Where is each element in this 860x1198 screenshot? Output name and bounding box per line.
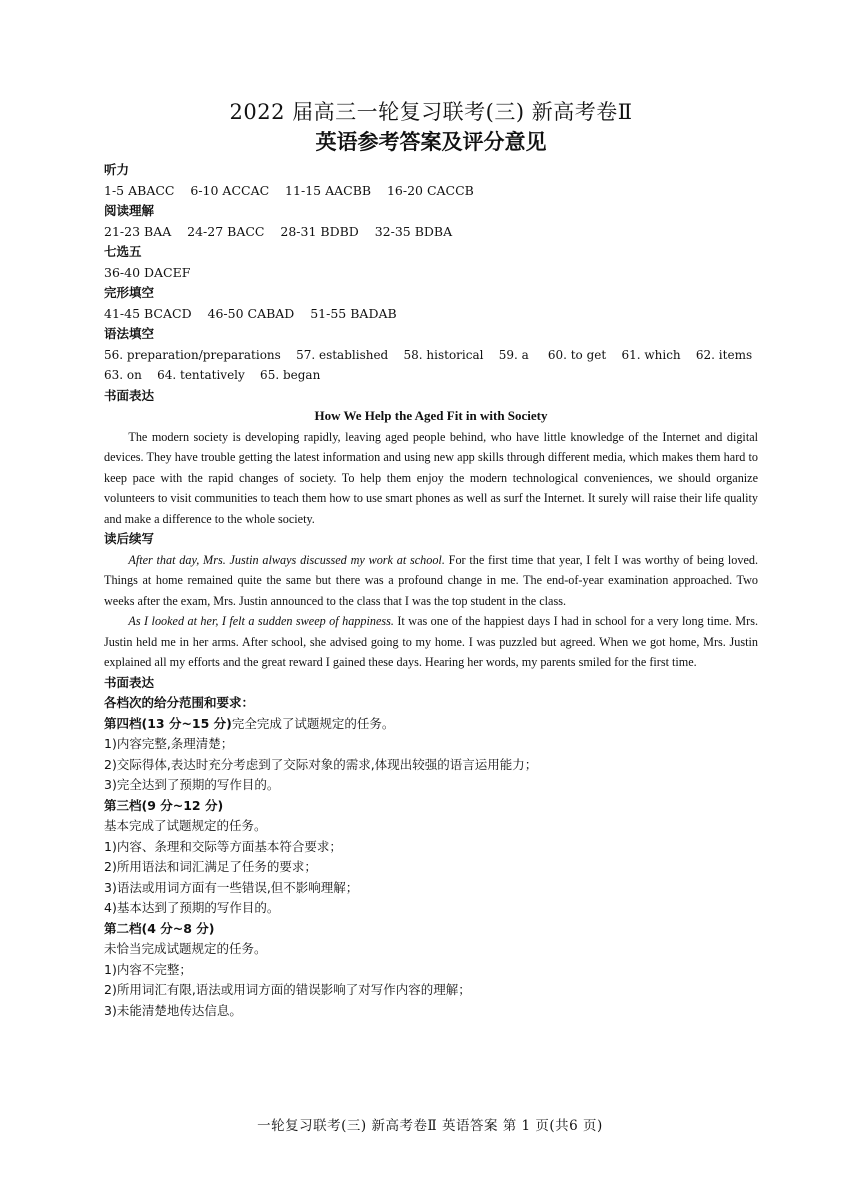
continuation-lead-1: After that day, Mrs. Justin always discussed my work at school.: [128, 552, 445, 567]
answers-listening: 1-5 ABACC 6-10 ACCAC 11-15 AACBB 16-20 CACCB: [104, 182, 474, 198]
continuation-body-1: For the first time that year, I felt I was worthy of being loved. Things at home remained quite the same but there was a profound change in me. The end-of-year examination approached. Two weeks after the exam, Mrs. Justin announced to the class that I was the top student in the class.: [104, 552, 759, 608]
rubric-item: 2)所用语法和词汇满足了任务的要求；: [104, 859, 317, 874]
answers-cloze: 41-45 BCACD 46-50 CABAD 51-55 BADAB: [104, 305, 397, 321]
rubric-item: 3)完全达到了预期的写作目的。: [104, 777, 280, 792]
section-heading-cloze: 完形填空: [104, 285, 155, 300]
tier-4-heading: 第四档(13 分~15 分): [104, 715, 232, 731]
essay-title: How We Help the Aged Fit in with Society: [314, 408, 548, 423]
rubric-item: 1)内容、条理和交际等方面基本符合要求；: [104, 838, 342, 854]
rubric-item: 1)内容完整,条理清楚；: [104, 736, 234, 751]
tier-4-description: 完全完成了试题规定的任务。: [231, 715, 395, 731]
tier-3-description: 基本完成了试题规定的任务。: [104, 818, 267, 833]
answers-seven: 36-40 DACEF: [104, 264, 191, 280]
essay-paragraph: The modern society is developing rapidly, leaving aged people behind, who have little knowledge of the Internet and digital devices. They have trouble getting the latest information and using new app skills through different media, which makes them hard to keep pace with the rapid changes of society. To help them enjoy the modern technological conveniences, we should organize volunteers to visit communities to teach them how to use smart phones as well as surf the Internet. It surely will raise their life quality and make a difference to the whole society.: [104, 429, 758, 526]
rubric-item: 1)内容不完整；: [104, 961, 192, 977]
section-heading-reading: 阅读理解: [104, 203, 155, 218]
page-subtitle: 英语参考答案及评分意见: [315, 130, 547, 154]
rubric-item: 3)未能清楚地传达信息。: [104, 1002, 242, 1018]
rubric-item: 2)所用词汇有限,语法或用词方面的错误影响了对写作内容的理解；: [104, 982, 471, 997]
section-heading-writing: 书面表达: [104, 387, 155, 403]
continuation-body-2: It was one of the happiest days I had in school for a very long time. Mrs. Justin held me in her arms. After school, she advised going to my home. I was puzzled but agreed. When we got home, Mrs. Justin explained all my efforts and the great reward I gained these days. Hearing her words, my parents smiled for the first time.: [104, 614, 758, 669]
page-footer: 一轮复习联考(三) 新高考卷Ⅱ 英语答案 第 1 页(共6 页): [257, 1118, 603, 1134]
tier-2-heading: 第二档(4 分~8 分): [104, 920, 215, 936]
rubric-item: 2)交际得体,表达时充分考虑到了交际对象的需求,体现出较强的语言运用能力；: [104, 756, 538, 772]
answers-grammar-line2: 63. on 64. tentatively 65. began: [104, 368, 321, 382]
section-heading-listening: 听力: [104, 162, 130, 177]
section-heading-grammar: 语法填空: [104, 326, 155, 341]
continuation-lead-2: As I looked at her, I felt a sudden sweep of happiness.: [128, 614, 394, 628]
section-heading-seven: 七选五: [104, 244, 142, 259]
section-heading-continuation: 读后续写: [104, 531, 155, 546]
tier-3-heading: 第三档(9 分~12 分): [104, 797, 224, 813]
page-title: 2022 届高三一轮复习联考(三) 新高考卷Ⅱ: [229, 100, 633, 124]
rubric-item: 4)基本达到了预期的写作目的。: [104, 900, 280, 915]
answers-grammar-line1: 56. preparation/preparations 57. established 58. historical 59. a 60. to get 61. which 62. items: [104, 347, 753, 362]
continuation-paragraph-1: [104, 550, 758, 612]
rubric-intro: 各档次的给分范围和要求：: [104, 695, 255, 710]
rubric-item: 3)语法或用词方面有一些错误,但不影响理解；: [104, 879, 359, 895]
continuation-paragraph-2: [104, 611, 758, 673]
answers-reading: 21-23 BAA 24-27 BACC 28-31 BDBD 32-35 BDBA: [104, 223, 453, 239]
answer-key-page: [104, 96, 758, 1021]
tier-2-description: 未恰当完成试题规定的任务。: [104, 941, 267, 956]
rubric-tier-4: [104, 714, 758, 735]
section-heading-rubric: 书面表达: [104, 674, 155, 690]
